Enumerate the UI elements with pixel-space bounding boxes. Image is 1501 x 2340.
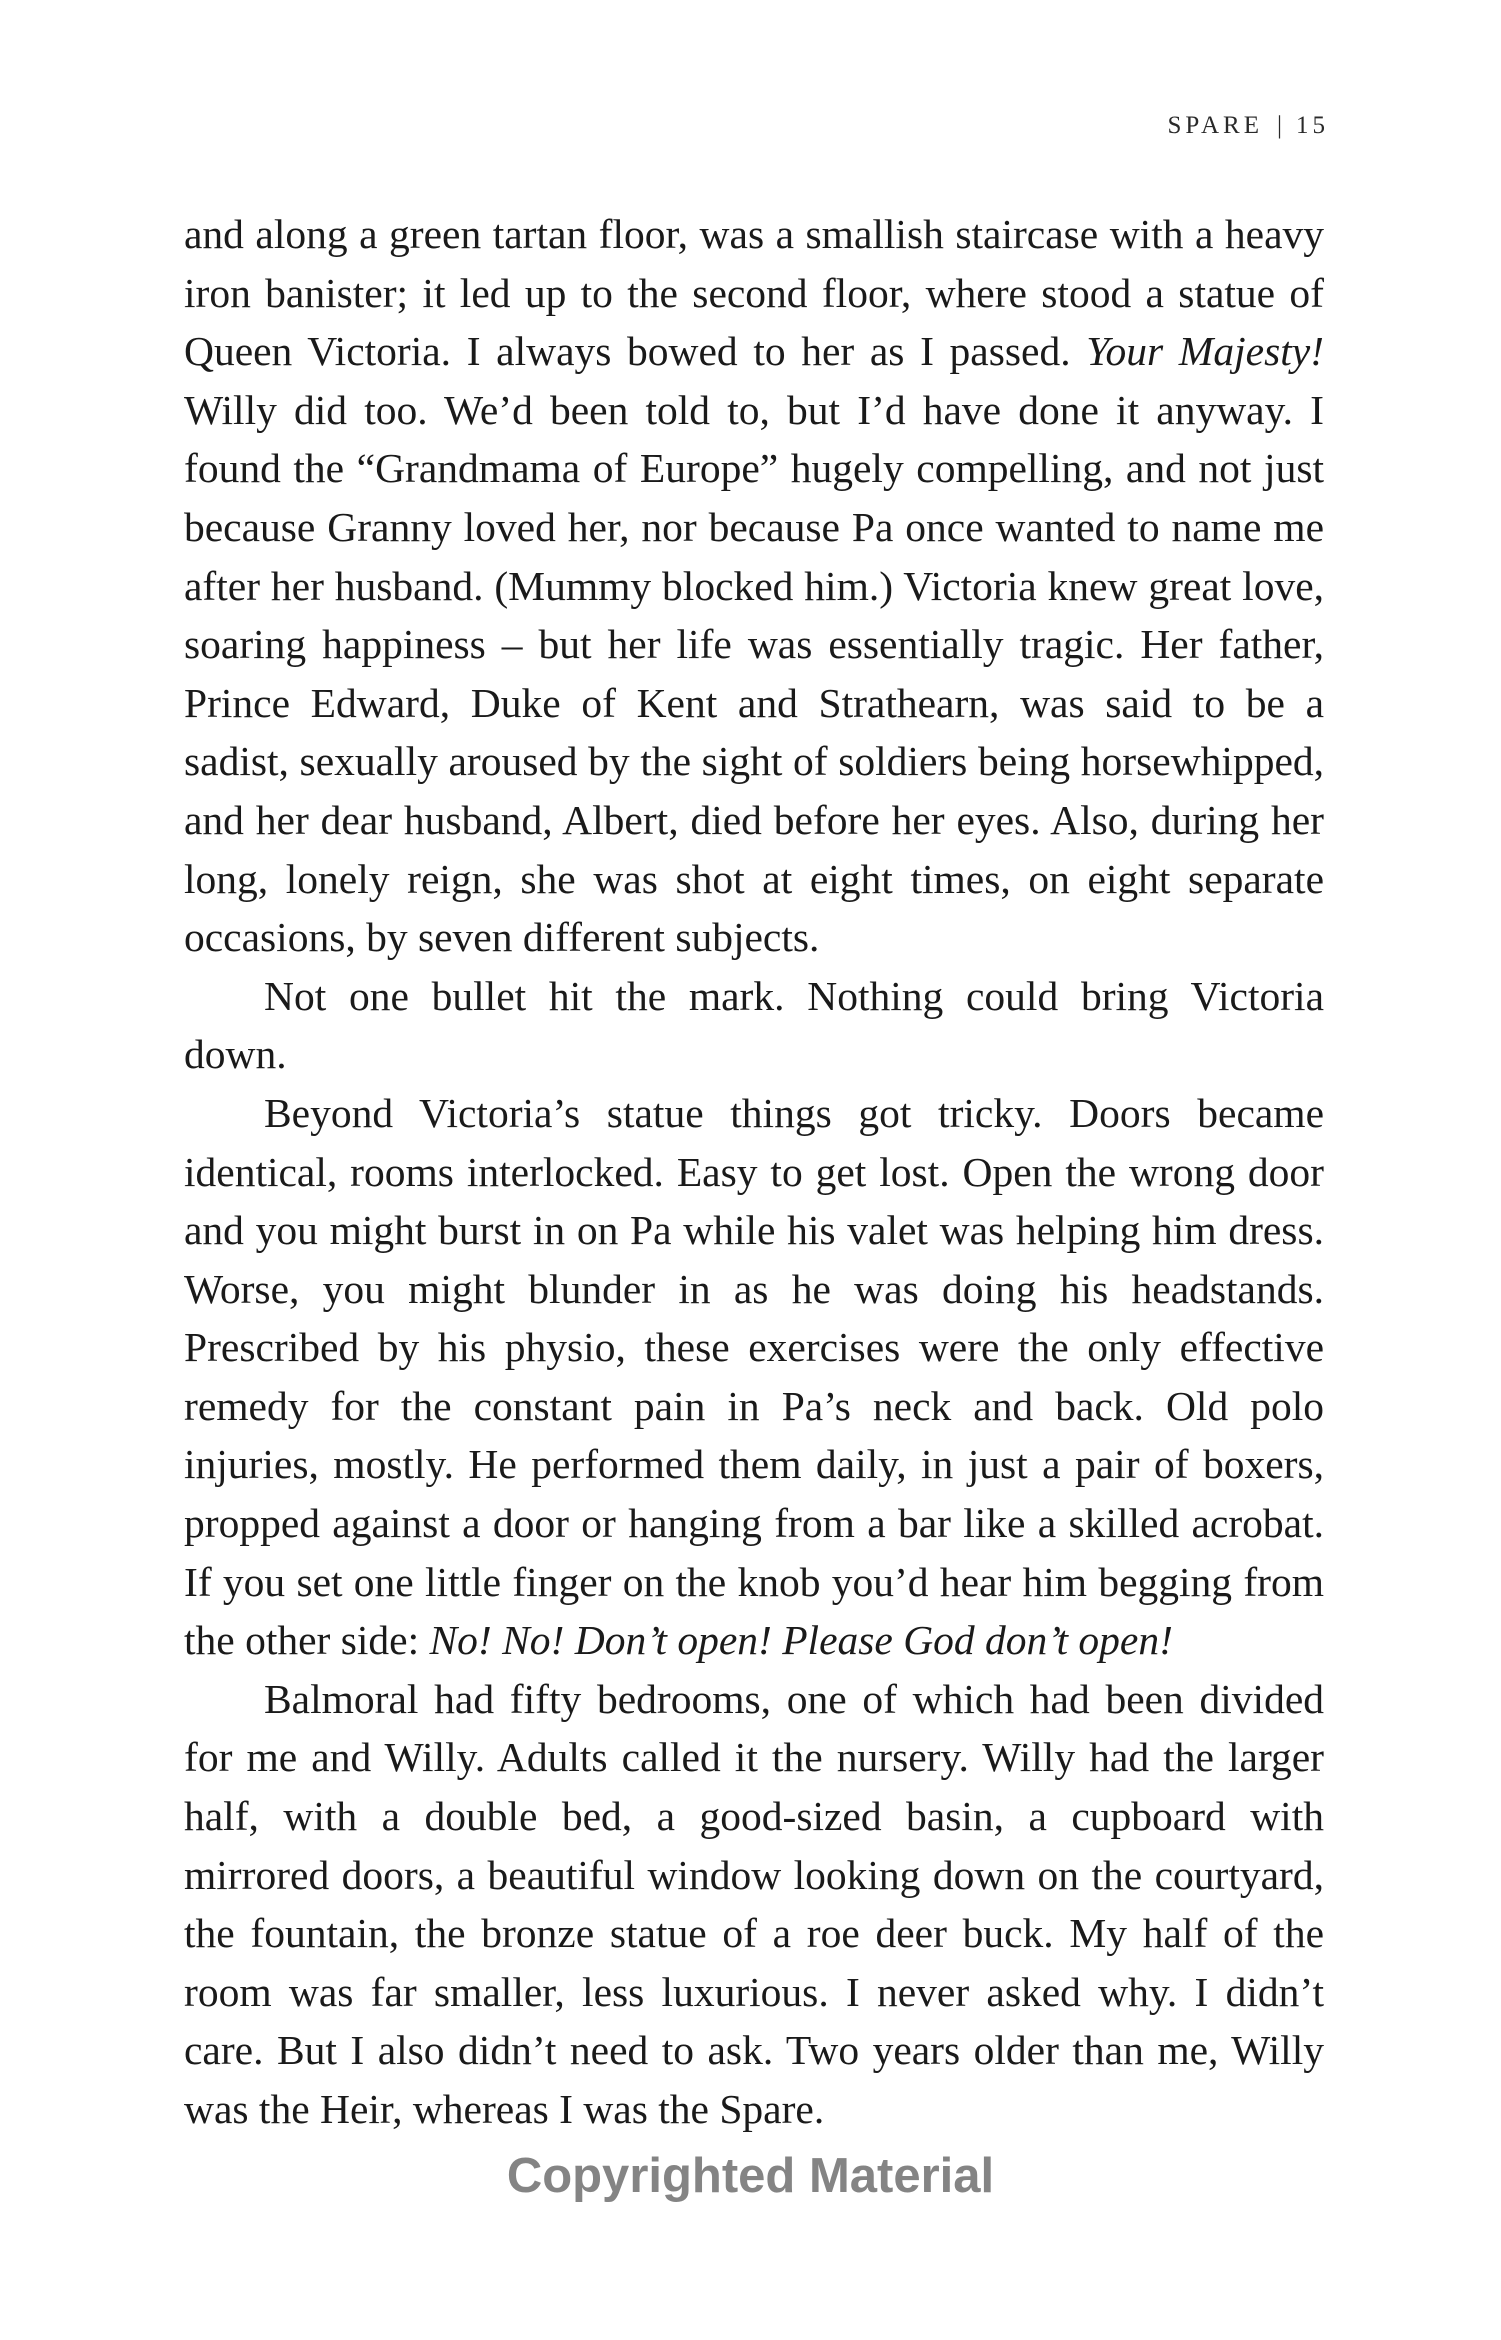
paragraph [184,1670,1324,2139]
text-run: Beyond Victoria’s statue things got tricky. Doors became identical, rooms interlocked. Easy to get lost. Open the wrong door and you might burst in on Pa while his valet was helping him dress. Worse, you might blunder in as he was doing his headstands. Prescribed by his physio, these exercises were the only effective remedy for the constant pain in Pa’s neck and back. Old polo injuries, mostly. He performed them daily, in just a pair of boxers, propped against a door or hanging from a bar like a skilled acrobat. If you set one little finger on the knob you’d hear him begging from the other side: [184,1089,1324,1664]
paragraph [184,1084,1324,1670]
book-title: SPARE [1167,112,1263,139]
text-run: and along a green tartan floor, was a smallish staircase with a heavy iron banister; it led up to the second floor, where stood a statue of Queen Victoria. I always bowed to her as I passed. [184,211,1324,375]
text-run: Willy did too. We’d been told to, but I’d have done it anyway. I found the “Grandmama of Europe” hugely compelling, and not just because Granny loved her, nor because Pa once wanted to name me after her husband. (Mummy blocked him.) Victoria knew great love, soaring happiness – but her life was essentially tragic. Her father, Prince Edward, Duke of Kent and Strathearn, was said to be a sadist, sexually aroused by the sight of soldiers being horsewhipped, and her dear husband, Albert, died before her eyes. Also, during her long, lonely reign, she was shot at eight times, on eight separate occasions, by seven different subjects. [184,386,1324,961]
body-text [184,205,1324,2139]
italic-text: No! No! Don’t open! Please God don’t open! [429,1617,1173,1664]
text-run: Balmoral had fifty bedrooms, one of which had been divided for me and Willy. Adults called it the nursery. Willy had the larger half, with a double bed, a good-sized basin, a cupboard with mirrored doors, a beautiful window looking down on the courtyard, the fountain, the bronze statue of a roe deer buck. My half of the room was far smaller, less luxurious. I never asked why. I didn’t care. But I also didn’t need to ask. Two years older than me, Willy was the Heir, whereas I was the Spare. [184,1675,1324,2132]
italic-text: Your Majesty! [1086,328,1324,375]
paragraph [184,967,1324,1084]
page-number: 15 [1296,112,1329,139]
copyright-watermark: Copyrighted Material [506,2149,995,2203]
paragraph [184,205,1324,967]
text-run: Not one bullet hit the mark. Nothing could bring Victoria down. [184,972,1324,1078]
header-separator: | [1276,112,1282,139]
running-head [1167,112,1329,140]
